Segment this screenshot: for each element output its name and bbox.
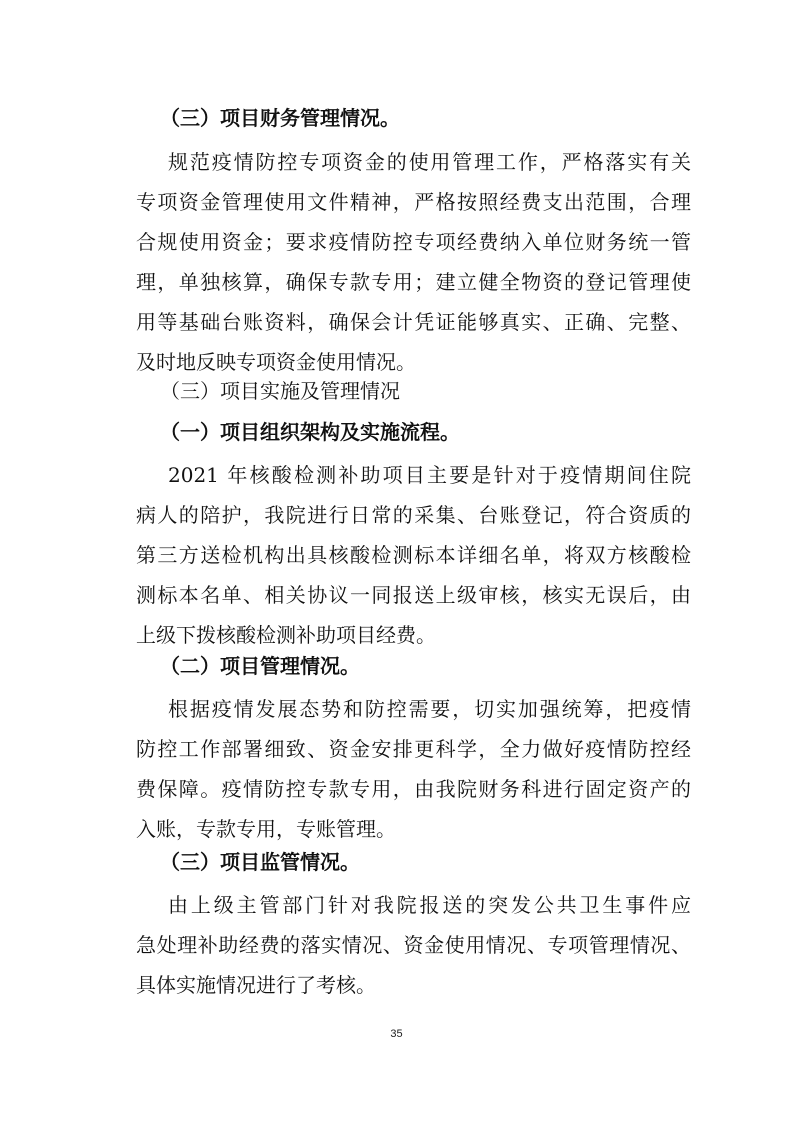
- paragraph-finance-management-cont: [136, 182, 691, 382]
- paragraph-line: 2021 年核酸检测补助项目主要是针对于疫情期间住院: [168, 463, 691, 487]
- paragraph-line: 急处理补助经费的落实情况、资金使用情况、专项管理情况、: [136, 933, 691, 957]
- paragraph-line: 规范疫情防控专项资金的使用管理工作，严格落实有关: [168, 150, 691, 174]
- page-number: 35: [390, 1028, 403, 1040]
- paragraph-line: 及时地反映专项资金使用情况。: [136, 350, 416, 374]
- paragraph-line: 由上级主管部门针对我院报送的突发公共卫生事件应: [168, 893, 691, 917]
- paragraph-line: 防控工作部署细致、资金安排更科学，全力做好疫情防控经: [136, 737, 691, 761]
- heading-supervision: （三）项目监管情况。: [160, 850, 360, 874]
- paragraph-organization: [136, 495, 691, 655]
- paragraph-line: 具体实施情况进行了考核。: [136, 973, 376, 997]
- paragraph-line: 第三方送检机构出具核酸检测标本详细名单，将双方核酸检: [136, 543, 691, 567]
- heading-management: （二）项目管理情况。: [160, 654, 360, 678]
- paragraph-line: 测标本名单、相关协议一同报送上级审核，核实无误后，由: [136, 583, 691, 607]
- paragraph-line: 入账，专款专用，专账管理。: [136, 817, 396, 841]
- paragraph-line: 专项资金管理使用文件精神，严格按照经费支出范围，合理: [136, 190, 691, 214]
- paragraph-finance-management: [136, 142, 691, 182]
- paragraph-management: [136, 729, 691, 849]
- paragraph-supervision: [136, 925, 691, 1005]
- paragraph-organization-first: [168, 455, 691, 495]
- paragraph-line: 上级下拨核酸检测补助项目经费。: [136, 623, 436, 647]
- paragraph-line: 理，单独核算，确保专款专用；建立健全物资的登记管理使: [136, 270, 691, 294]
- paragraph-supervision-first: [168, 885, 691, 925]
- heading-implementation: （三）项目实施及管理情况: [160, 379, 400, 403]
- paragraph-line: 合规使用资金；要求疫情防控专项经费纳入单位财务统一管: [136, 230, 691, 254]
- heading-finance-management: （三）项目财务管理情况。: [160, 106, 400, 130]
- heading-organization: （一）项目组织架构及实施流程。: [160, 420, 460, 444]
- paragraph-line: 根据疫情发展态势和防控需要，切实加强统筹，把疫情: [168, 697, 691, 721]
- paragraph-line: 病人的陪护，我院进行日常的采集、台账登记，符合资质的: [136, 503, 691, 527]
- paragraph-management-first: [168, 689, 691, 729]
- paragraph-line: 用等基础台账资料，确保会计凭证能够真实、正确、完整、: [136, 310, 691, 334]
- paragraph-line: 费保障。疫情防控专款专用，由我院财务科进行固定资产的: [136, 777, 691, 801]
